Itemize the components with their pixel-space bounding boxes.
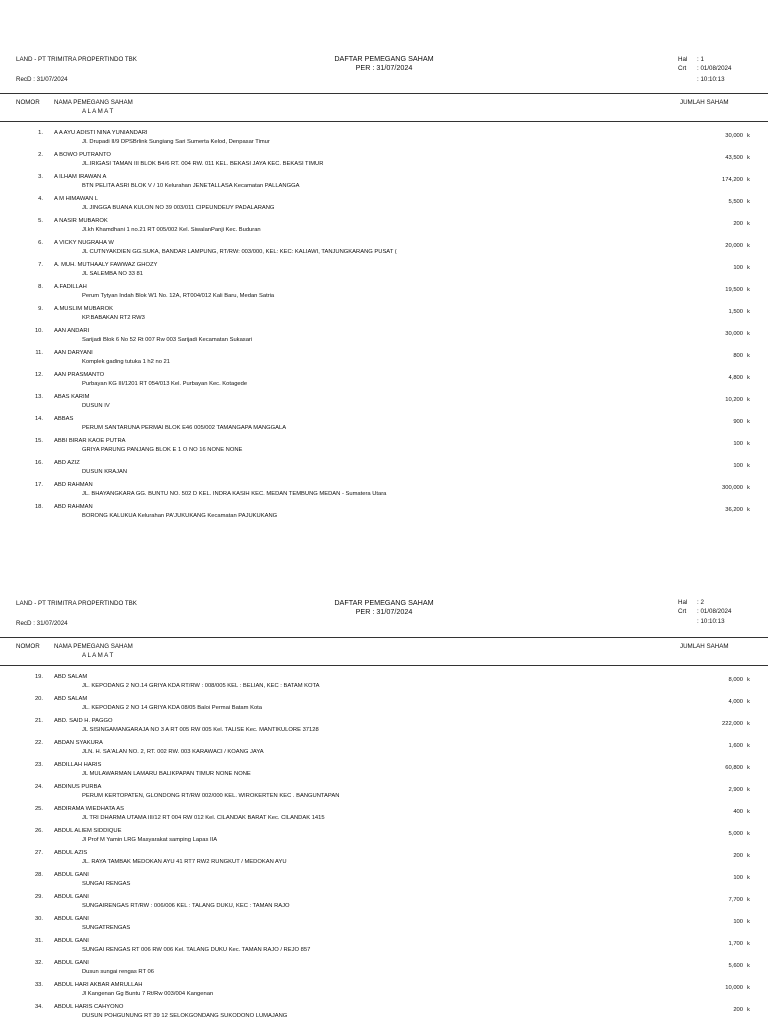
shareholder-row <box>0 303 768 325</box>
share-count: 5,000 <box>728 831 743 837</box>
row-number: 1. <box>38 130 43 136</box>
share-unit: k <box>747 985 750 991</box>
holder-address: Purbayan KG III/1201 RT 054/013 Kel. Purbayan Kec. Kotagede <box>82 381 248 387</box>
row-number: 14. <box>34 416 43 422</box>
shareholder-row <box>0 847 768 869</box>
share-unit: k <box>747 331 750 337</box>
row-number: 30. <box>34 916 43 922</box>
holder-name: A BOWO PUTRANTO <box>54 152 111 158</box>
shareholder-row <box>0 127 768 149</box>
report-title: DAFTAR PEMEGANG SAHAM <box>334 54 434 63</box>
holder-address: Jl Prof M Yamin LRG Masyarakat samping Lapas IIA <box>82 837 218 843</box>
row-number: 33. <box>34 982 43 988</box>
share-count: 200 <box>733 1007 743 1013</box>
shareholder-row <box>0 237 768 259</box>
holder-address: DUSUN IV <box>82 403 110 409</box>
holder-name: ABDUL AZIS <box>54 850 88 856</box>
row-number: 5. <box>38 218 43 224</box>
row-number: 12. <box>34 372 43 378</box>
share-count: 100 <box>733 919 743 925</box>
row-number: 24. <box>34 784 43 790</box>
row-number: 17. <box>34 482 43 488</box>
holder-address: Jl. Drupadi II/9 DPSBrlink Sungiang Sari Sumerta Kelod, Denpasar Timur <box>82 139 270 145</box>
share-unit: k <box>747 875 750 881</box>
share-unit: k <box>747 963 750 969</box>
shareholder-row <box>0 671 768 693</box>
company-name: LAND - PT TRIMITRA PROPERTINDO TBK <box>16 600 137 607</box>
shareholder-row <box>0 825 768 847</box>
share-unit: k <box>747 265 750 271</box>
col-nomor: NOMOR <box>16 99 40 106</box>
holder-address: Jl.kh Khamdhani 1 no.21 RT 005/002 Kel. SiwalanPanji Kec. Buduran <box>82 227 261 233</box>
holder-address: Jl Kangenan Gg Buntu 7 Rt/Rw 003/004 Kangenan <box>82 991 214 997</box>
page-label: Hal <box>678 599 688 606</box>
company-name: LAND - PT TRIMITRA PROPERTINDO TBK <box>16 56 137 63</box>
share-count: 20,000 <box>725 243 743 249</box>
holder-name: ABDIRAMA WIEDHATA AS <box>54 806 125 812</box>
row-number: 23. <box>34 762 43 768</box>
shareholder-row <box>0 325 768 347</box>
holder-address: PERUM SANTARUNA PERMAI BLOK E46 005/002 TAMANGAPA MANGGALA <box>82 425 287 431</box>
share-count: 60,800 <box>725 765 743 771</box>
shareholder-row <box>0 369 768 391</box>
holder-name: AAN PRASMANTO <box>54 372 105 378</box>
share-count: 1,700 <box>728 941 743 947</box>
shareholder-row <box>0 737 768 759</box>
share-unit: k <box>747 897 750 903</box>
report-period: PER : 31/07/2024 <box>355 607 413 616</box>
share-count: 30,000 <box>725 331 743 337</box>
holder-name: ABDUL GANI <box>54 916 89 922</box>
row-number: 7. <box>38 262 43 268</box>
holder-address: JL SISINGAMANGARAJA NO 3 A RT 005 RW 005 Kel. TALISE Kec. MANTIKULORE 37128 <box>82 727 319 733</box>
share-unit: k <box>747 743 750 749</box>
share-count: 30,000 <box>725 133 743 139</box>
row-number: 34. <box>34 1004 43 1010</box>
shareholder-row <box>0 1001 768 1023</box>
share-count: 400 <box>733 809 743 815</box>
holder-address: BTN PELITA ASRI BLOK V / 10 Kelurahan JENETALLASA Kecamatan PALLANGGA <box>82 183 300 189</box>
holder-address: PERUM KERTOPATEN, GLONDONG RT/RW 002/000 KEL. WIROKERTEN KEC . BANGUNTAPAN <box>82 793 340 799</box>
shareholder-row <box>0 891 768 913</box>
share-unit: k <box>747 1007 750 1013</box>
shareholder-row <box>0 979 768 1001</box>
col-nama: NAMA PEMEGANG SAHAM <box>54 99 133 106</box>
share-count: 36,200 <box>725 507 743 513</box>
holder-address: JL. KEPODANG 2 NO.14 GRIYA KDA RT/RW : 008/005 KEL : BELIAN, KEC : BATAM KOTA <box>82 683 320 689</box>
shareholder-row <box>0 259 768 281</box>
created-date: : 01/08/2024 <box>697 608 732 615</box>
col-jumlah: JUMLAH SAHAM <box>680 643 729 650</box>
row-number: 13. <box>34 394 43 400</box>
row-number: 31. <box>34 938 43 944</box>
holder-address: BORONG KALUKUA Kelurahan PA'JUKUKANG Kecamatan PAJUKUKANG <box>82 513 278 519</box>
share-count: 4,000 <box>728 699 743 705</box>
col-alamat: A L A M A T <box>82 108 114 115</box>
holder-address: SUNGAI RENGAS RT 006 RW 006 Kel. TALANG DUKU Kec. TAMAN RAJO / REJO 857 <box>82 947 311 953</box>
shareholder-list-1 <box>0 127 768 523</box>
shareholder-row <box>0 715 768 737</box>
share-count: 5,600 <box>728 963 743 969</box>
holder-name: AAN ANDARI <box>54 328 90 334</box>
shareholder-row <box>0 391 768 413</box>
holder-address: JL CUTNYAKDIEN GG.SUKA, BANDAR LAMPUNG, RT/RW: 003/000, KEL: KEC: KALIAWI, TANJUNGKARANG PUSAT ( <box>82 249 397 255</box>
share-count: 10,200 <box>725 397 743 403</box>
shareholder-row <box>0 347 768 369</box>
holder-name: ABAS KARIM <box>54 394 90 400</box>
shareholder-row <box>0 501 768 523</box>
shareholder-row <box>0 869 768 891</box>
holder-address: JL. KEPODANG 2 NO 14 GRIYA KDA 08/05 Baloi Permai Batam Kota <box>82 705 262 711</box>
share-unit: k <box>747 375 750 381</box>
share-unit: k <box>747 809 750 815</box>
report-period: PER : 31/07/2024 <box>355 63 413 72</box>
holder-name: A ILHAM IRAWAN A <box>54 174 107 180</box>
holder-address: DUSUN KRAJAN <box>82 469 128 475</box>
created-label: Crt <box>678 608 687 615</box>
share-unit: k <box>747 463 750 469</box>
share-count: 174,200 <box>722 177 743 183</box>
holder-name: ABD AZIZ <box>54 460 80 466</box>
share-unit: k <box>747 853 750 859</box>
share-unit: k <box>747 699 750 705</box>
shareholder-row <box>0 413 768 435</box>
holder-name: ABDUL ALIEM SIDDIQUE <box>54 828 122 834</box>
share-count: 900 <box>733 419 743 425</box>
share-unit: k <box>747 155 750 161</box>
row-number: 28. <box>34 872 43 878</box>
holder-address: Sarijadi Blok 6 No 52 Rt 007 Rw 003 Sarijadi Kecamatan Sukasari <box>82 337 253 343</box>
share-count: 100 <box>733 463 743 469</box>
row-number: 16. <box>34 460 43 466</box>
row-number: 9. <box>38 306 43 312</box>
holder-name: A M HIMAWAN L <box>54 196 99 202</box>
share-count: 19,500 <box>725 287 743 293</box>
holder-name: ABDUL GANI <box>54 938 89 944</box>
shareholder-row <box>0 281 768 303</box>
holder-name: A.FADILLAH <box>54 284 87 290</box>
row-number: 11. <box>35 350 43 356</box>
row-number: 2. <box>38 152 43 158</box>
created-date: : 01/08/2024 <box>697 65 732 72</box>
share-count: 800 <box>733 353 743 359</box>
row-number: 19. <box>34 674 43 680</box>
share-count: 4,800 <box>728 375 743 381</box>
share-count: 1,600 <box>728 743 743 749</box>
col-jumlah: JUMLAH SAHAM <box>680 99 729 106</box>
shareholder-row <box>0 215 768 237</box>
share-unit: k <box>747 787 750 793</box>
holder-address: JL. BHAYANGKARA GG. BUNTU NO. 502 D KEL. INDRA KASIH KEC. MEDAN TEMBUNG MEDAN - Sumatera Utara <box>82 491 387 497</box>
share-unit: k <box>747 397 750 403</box>
share-count: 10,000 <box>725 985 743 991</box>
row-number: 6. <box>38 240 43 246</box>
share-unit: k <box>747 485 750 491</box>
row-number: 27. <box>34 850 43 856</box>
holder-name: A NASIR MUBAROK <box>54 218 108 224</box>
share-unit: k <box>747 287 750 293</box>
share-unit: k <box>747 309 750 315</box>
share-count: 200 <box>733 221 743 227</box>
holder-name: A.MUSLIM MUBAROK <box>54 306 113 312</box>
share-count: 7,700 <box>728 897 743 903</box>
shareholder-row <box>0 149 768 171</box>
holder-address: SUNGAIRENGAS RT/RW : 006/006 KEL : TALANG DUKU, KEC : TAMAN RAJO <box>82 903 290 909</box>
shareholder-row <box>0 803 768 825</box>
share-unit: k <box>747 441 750 447</box>
holder-address: Komplek gading tutuka 1 h2 no 21 <box>82 359 170 365</box>
share-count: 43,500 <box>725 155 743 161</box>
row-number: 15. <box>34 438 43 444</box>
share-count: 8,000 <box>728 677 743 683</box>
share-count: 300,000 <box>722 485 743 491</box>
col-alamat: A L A M A T <box>82 652 114 659</box>
holder-name: A A AYU ADISTI NINA YUNIANDARI <box>54 130 148 136</box>
holder-name: ABDUL HARI AKBAR AMRULLAH <box>54 982 143 988</box>
holder-name: ABDILLAH HARIS <box>54 762 102 768</box>
col-nomor: NOMOR <box>16 643 40 650</box>
holder-name: ABD. SAID H. PAGGO <box>54 718 113 724</box>
record-date: RecD : 31/07/2024 <box>16 620 68 627</box>
share-unit: k <box>747 133 750 139</box>
holder-address: JL MULAWARMAN LAMARU BALIKPAPAN TIMUR NONE NONE <box>82 771 251 777</box>
row-number: 18. <box>34 504 43 510</box>
share-count: 222,000 <box>722 721 743 727</box>
holder-name: AAN DARYANI <box>54 350 93 356</box>
share-count: 100 <box>733 265 743 271</box>
row-number: 4. <box>38 196 43 202</box>
share-unit: k <box>747 419 750 425</box>
share-unit: k <box>747 199 750 205</box>
page-number: : 2 <box>697 599 704 606</box>
row-number: 8. <box>38 284 43 290</box>
row-number: 25. <box>34 806 43 812</box>
created-time: : 10:10:13 <box>697 618 725 625</box>
col-nama: NAMA PEMEGANG SAHAM <box>54 643 133 650</box>
share-unit: k <box>747 507 750 513</box>
holder-name: ABDUL HARIS CAHYONO <box>54 1004 124 1010</box>
holder-address: KP.BABAKAN RT2 RW3 <box>82 315 145 321</box>
holder-address: SUNGAI RENGAS <box>82 881 131 887</box>
share-unit: k <box>747 941 750 947</box>
holder-name: ABBI BIRAR KAOE PUTRA <box>54 438 126 444</box>
holder-address: JL TRI DHARMA UTAMA III/12 RT 004 RW 012 Kel. CILANDAK BARAT Kec. CILANDAK 1415 <box>82 815 325 821</box>
row-number: 21. <box>34 718 43 724</box>
share-unit: k <box>747 721 750 727</box>
holder-address: JL.IRIGASI TAMAN III BLOK B4/6 RT. 004 RW. 011 KEL. BEKASI JAYA KEC. BEKASI TIMUR <box>82 161 324 167</box>
holder-name: ABDUL GANI <box>54 872 89 878</box>
share-count: 100 <box>733 441 743 447</box>
shareholder-row <box>0 435 768 457</box>
share-count: 5,500 <box>728 199 743 205</box>
share-unit: k <box>747 677 750 683</box>
share-unit: k <box>747 243 750 249</box>
page-label: Hal <box>678 56 688 63</box>
report-title: DAFTAR PEMEGANG SAHAM <box>334 598 434 607</box>
row-number: 20. <box>34 696 43 702</box>
holder-address: DUSUN POHGUNUNG RT 39 12 SELOKGONDANG SUKODONO LUMAJANG <box>82 1013 288 1019</box>
header-rule-top <box>0 637 768 638</box>
holder-name: ABD RAHMAN <box>54 482 93 488</box>
share-unit: k <box>747 831 750 837</box>
holder-address: JL SALEMBA NO 33 81 <box>82 271 144 277</box>
shareholder-row <box>0 781 768 803</box>
row-number: 22. <box>34 740 43 746</box>
holder-name: ABD RAHMAN <box>54 504 93 510</box>
header-rule-bottom <box>0 121 768 122</box>
holder-name: ABDUL GANI <box>54 894 89 900</box>
row-number: 10. <box>34 328 43 334</box>
created-label: Crt <box>678 65 687 72</box>
holder-name: ABD SALAM <box>54 674 88 680</box>
holder-name: ABDUL GANI <box>54 960 89 966</box>
holder-name: ABBAS <box>54 416 74 422</box>
holder-address: JL JINGGA BUANA KULON NO 39 003/011 CIPEUNDEUY PADALARANG <box>82 205 275 211</box>
shareholder-list-2 <box>0 671 768 1023</box>
shareholder-row <box>0 913 768 935</box>
share-unit: k <box>747 177 750 183</box>
holder-address: GRIYA PARUNG PANJANG BLOK E 1 O NO 16 NONE NONE <box>82 447 243 453</box>
share-unit: k <box>747 221 750 227</box>
shareholder-row <box>0 693 768 715</box>
holder-name: A. MUH. MUTHAALY FAWWAZ GHOZY <box>54 262 158 268</box>
holder-name: ABDAN SYAKURA <box>54 740 103 746</box>
share-count: 200 <box>733 853 743 859</box>
created-time: : 10:10:13 <box>697 76 725 83</box>
page-number: : 1 <box>697 56 704 63</box>
share-count: 100 <box>733 875 743 881</box>
row-number: 32. <box>34 960 43 966</box>
shareholder-row <box>0 957 768 979</box>
holder-address: Perum Tytyan Indah Blok W1 No. 12A, RT004/012 Kali Baru, Medan Satria <box>82 293 275 299</box>
row-number: 3. <box>38 174 43 180</box>
share-count: 1,500 <box>728 309 743 315</box>
header-rule-bottom <box>0 665 768 666</box>
shareholder-row <box>0 171 768 193</box>
shareholder-row <box>0 457 768 479</box>
holder-address: Dusun sungai rengas RT 06 <box>82 969 154 975</box>
header-rule-top <box>0 93 768 94</box>
share-unit: k <box>747 919 750 925</box>
shareholder-row <box>0 479 768 501</box>
holder-address: JLN. H. SA'ALAN NO. 2, RT. 002 RW. 003 KARAWACI / KOANG JAYA <box>82 749 264 755</box>
holder-name: A VICKY NUGRAHA W <box>54 240 114 246</box>
shareholder-row <box>0 193 768 215</box>
row-number: 26. <box>34 828 43 834</box>
holder-address: SUNGATRENGAS <box>82 925 131 931</box>
row-number: 29. <box>34 894 43 900</box>
share-unit: k <box>747 765 750 771</box>
holder-name: ABDINUS PURBA <box>54 784 102 790</box>
record-date: RecD : 31/07/2024 <box>16 76 68 83</box>
holder-name: ABD SALAM <box>54 696 88 702</box>
holder-address: JL. RAYA TAMBAK MEDOKAN AYU 41 RT7 RW2 RUNGKUT / MEDOKAN AYU <box>82 859 287 865</box>
shareholder-row <box>0 935 768 957</box>
share-count: 2,900 <box>728 787 743 793</box>
shareholder-row <box>0 759 768 781</box>
share-unit: k <box>747 353 750 359</box>
